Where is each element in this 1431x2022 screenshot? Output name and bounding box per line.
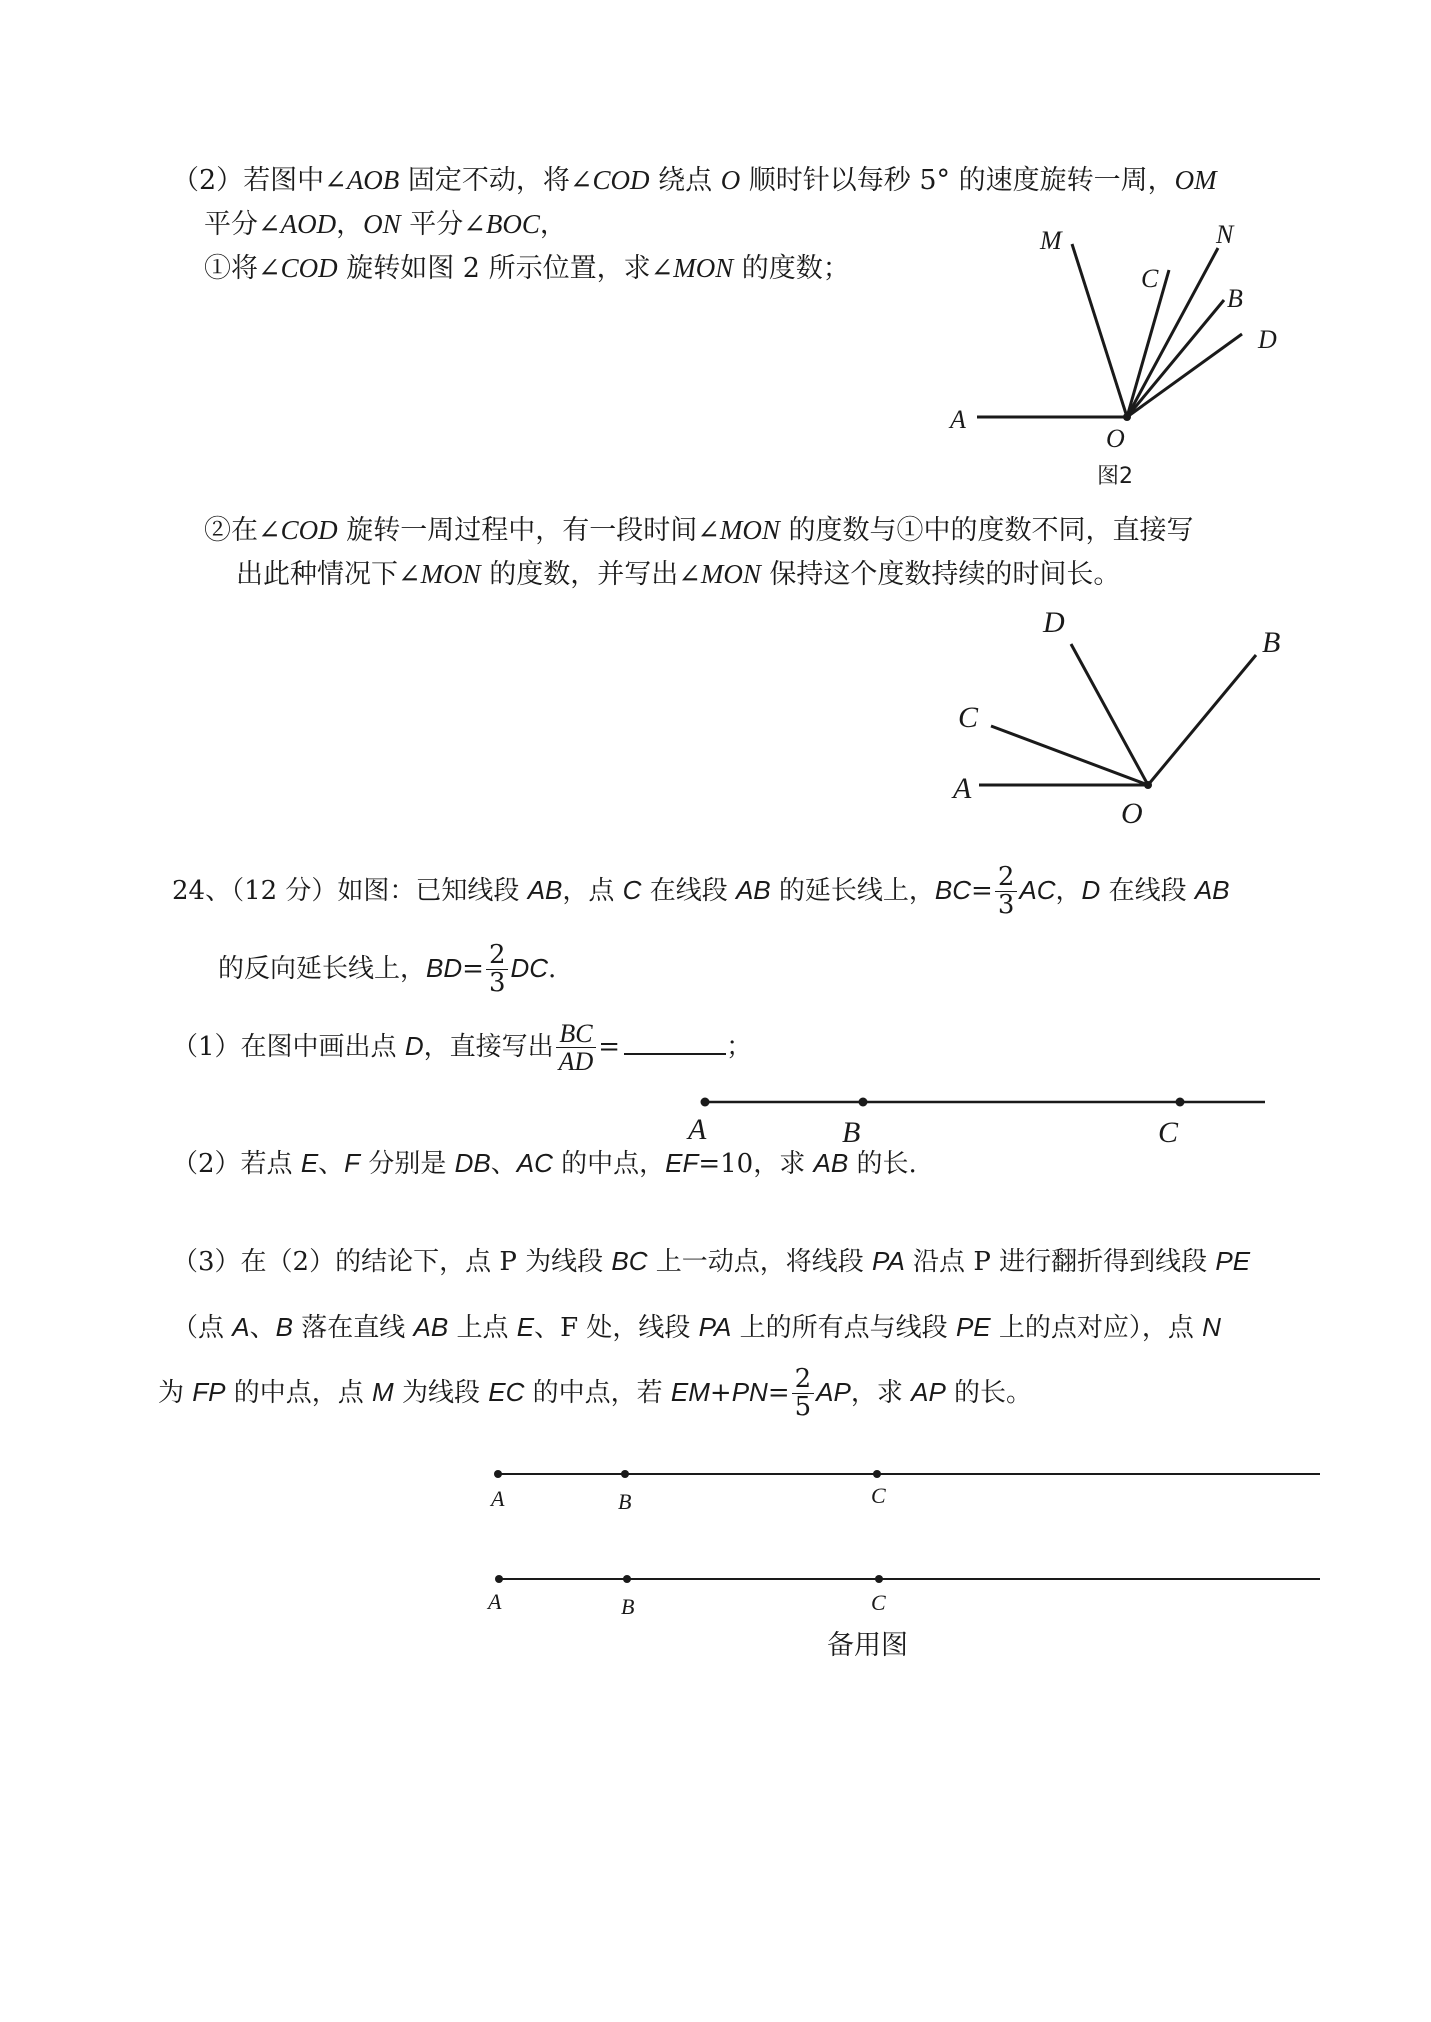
spare1-label-C: C xyxy=(871,1483,886,1508)
spare1-label-A: A xyxy=(491,1486,505,1511)
spare1-point-B xyxy=(621,1470,629,1478)
label-C: C xyxy=(958,701,979,734)
label-A: A xyxy=(950,405,966,434)
spare2-label-B: B xyxy=(621,1594,635,1619)
q24-sub2: （2）若点 E、F 分别是 DB、AC 的中点，EF=10，求 AB 的长. xyxy=(172,1148,917,1179)
label-A: A xyxy=(688,1113,707,1146)
q24-line1: 24、（12 分）如图：已知线段 AB，点 C 在线段 AB 的延长线上，BC= $\frac{2}{3}$ AC，D 在线段 AB xyxy=(172,862,1230,921)
spare2-point-A xyxy=(495,1575,503,1583)
spare2-point-C xyxy=(875,1575,883,1583)
label-D: D xyxy=(1043,606,1065,639)
fraction-2-5: $\frac{2}{5}$ xyxy=(792,1366,815,1422)
label-C: C xyxy=(1158,1116,1179,1149)
spare-figure-caption: 备用图 xyxy=(827,1630,908,1661)
spare2-label-A: A xyxy=(488,1589,502,1614)
spare1-point-A xyxy=(494,1470,502,1478)
part2-line2: 平分∠AOD，ON 平分∠BOC， xyxy=(204,209,567,240)
label-B: B xyxy=(1227,284,1243,313)
fraction-2-3: $\frac{2}{3}$ xyxy=(995,864,1018,920)
part2-question1: ①将∠COD 旋转如图 2 所示位置，求∠MON 的度数； xyxy=(204,253,850,284)
fraction-bc-ad: $\frac{BC}{AD}$ xyxy=(556,1020,597,1076)
q24-sub3-line2: （点 A、B 落在直线 AB 上点 E、F 处，线段 PA 上的所有点与线段 PE 上的点对应），点 N xyxy=(172,1312,1221,1343)
spare2-label-C: C xyxy=(871,1590,886,1615)
q24-sub3-line1: （3）在（2）的结论下，点 P 为线段 BC 上一动点，将线段 PA 沿点 P 进行翻折得到线段 PE xyxy=(172,1246,1251,1277)
q24-sub1: （1）在图中画出点 D，直接写出 $\frac{BC}{AD}$ = ； xyxy=(172,1019,753,1077)
q24-line2: 的反向延长线上，BD= $\frac{2}{3}$ DC. xyxy=(218,940,557,999)
label-O: O xyxy=(1121,797,1143,830)
label-A: A xyxy=(953,772,972,805)
label-C: C xyxy=(1141,264,1159,293)
label-B: B xyxy=(1262,626,1281,659)
fraction-2-3: $\frac{2}{3}$ xyxy=(486,942,509,998)
spare1-point-C xyxy=(873,1470,881,1478)
part2-question2-line2: 出此种情况下∠MON 的度数，并写出∠MON 保持这个度数持续的时间长。 xyxy=(236,559,1121,590)
label-N: N xyxy=(1216,220,1234,249)
label-B: B xyxy=(842,1116,861,1149)
spare2-point-B xyxy=(623,1575,631,1583)
spare1-label-B: B xyxy=(618,1489,632,1514)
label-M: M xyxy=(1040,226,1062,255)
part2-question2-line1: ②在∠COD 旋转一周过程中，有一段时间∠MON 的度数与①中的度数不同，直接写 xyxy=(204,515,1194,546)
label-O: O xyxy=(1106,424,1125,453)
part2-line1: （2）若图中∠AOB 固定不动，将∠COD 绕点 O 顺时针以每秒 5° 的速度旋转一周，OM xyxy=(172,165,1217,196)
figure-2-caption: 图2 xyxy=(1097,464,1133,489)
q24-sub3-line3: 为 FP 的中点，点 M 为线段 EC 的中点，若 EM+PN= $\frac{2}{5}$ AP，求 AP 的长。 xyxy=(158,1364,1033,1423)
label-D: D xyxy=(1258,325,1277,354)
